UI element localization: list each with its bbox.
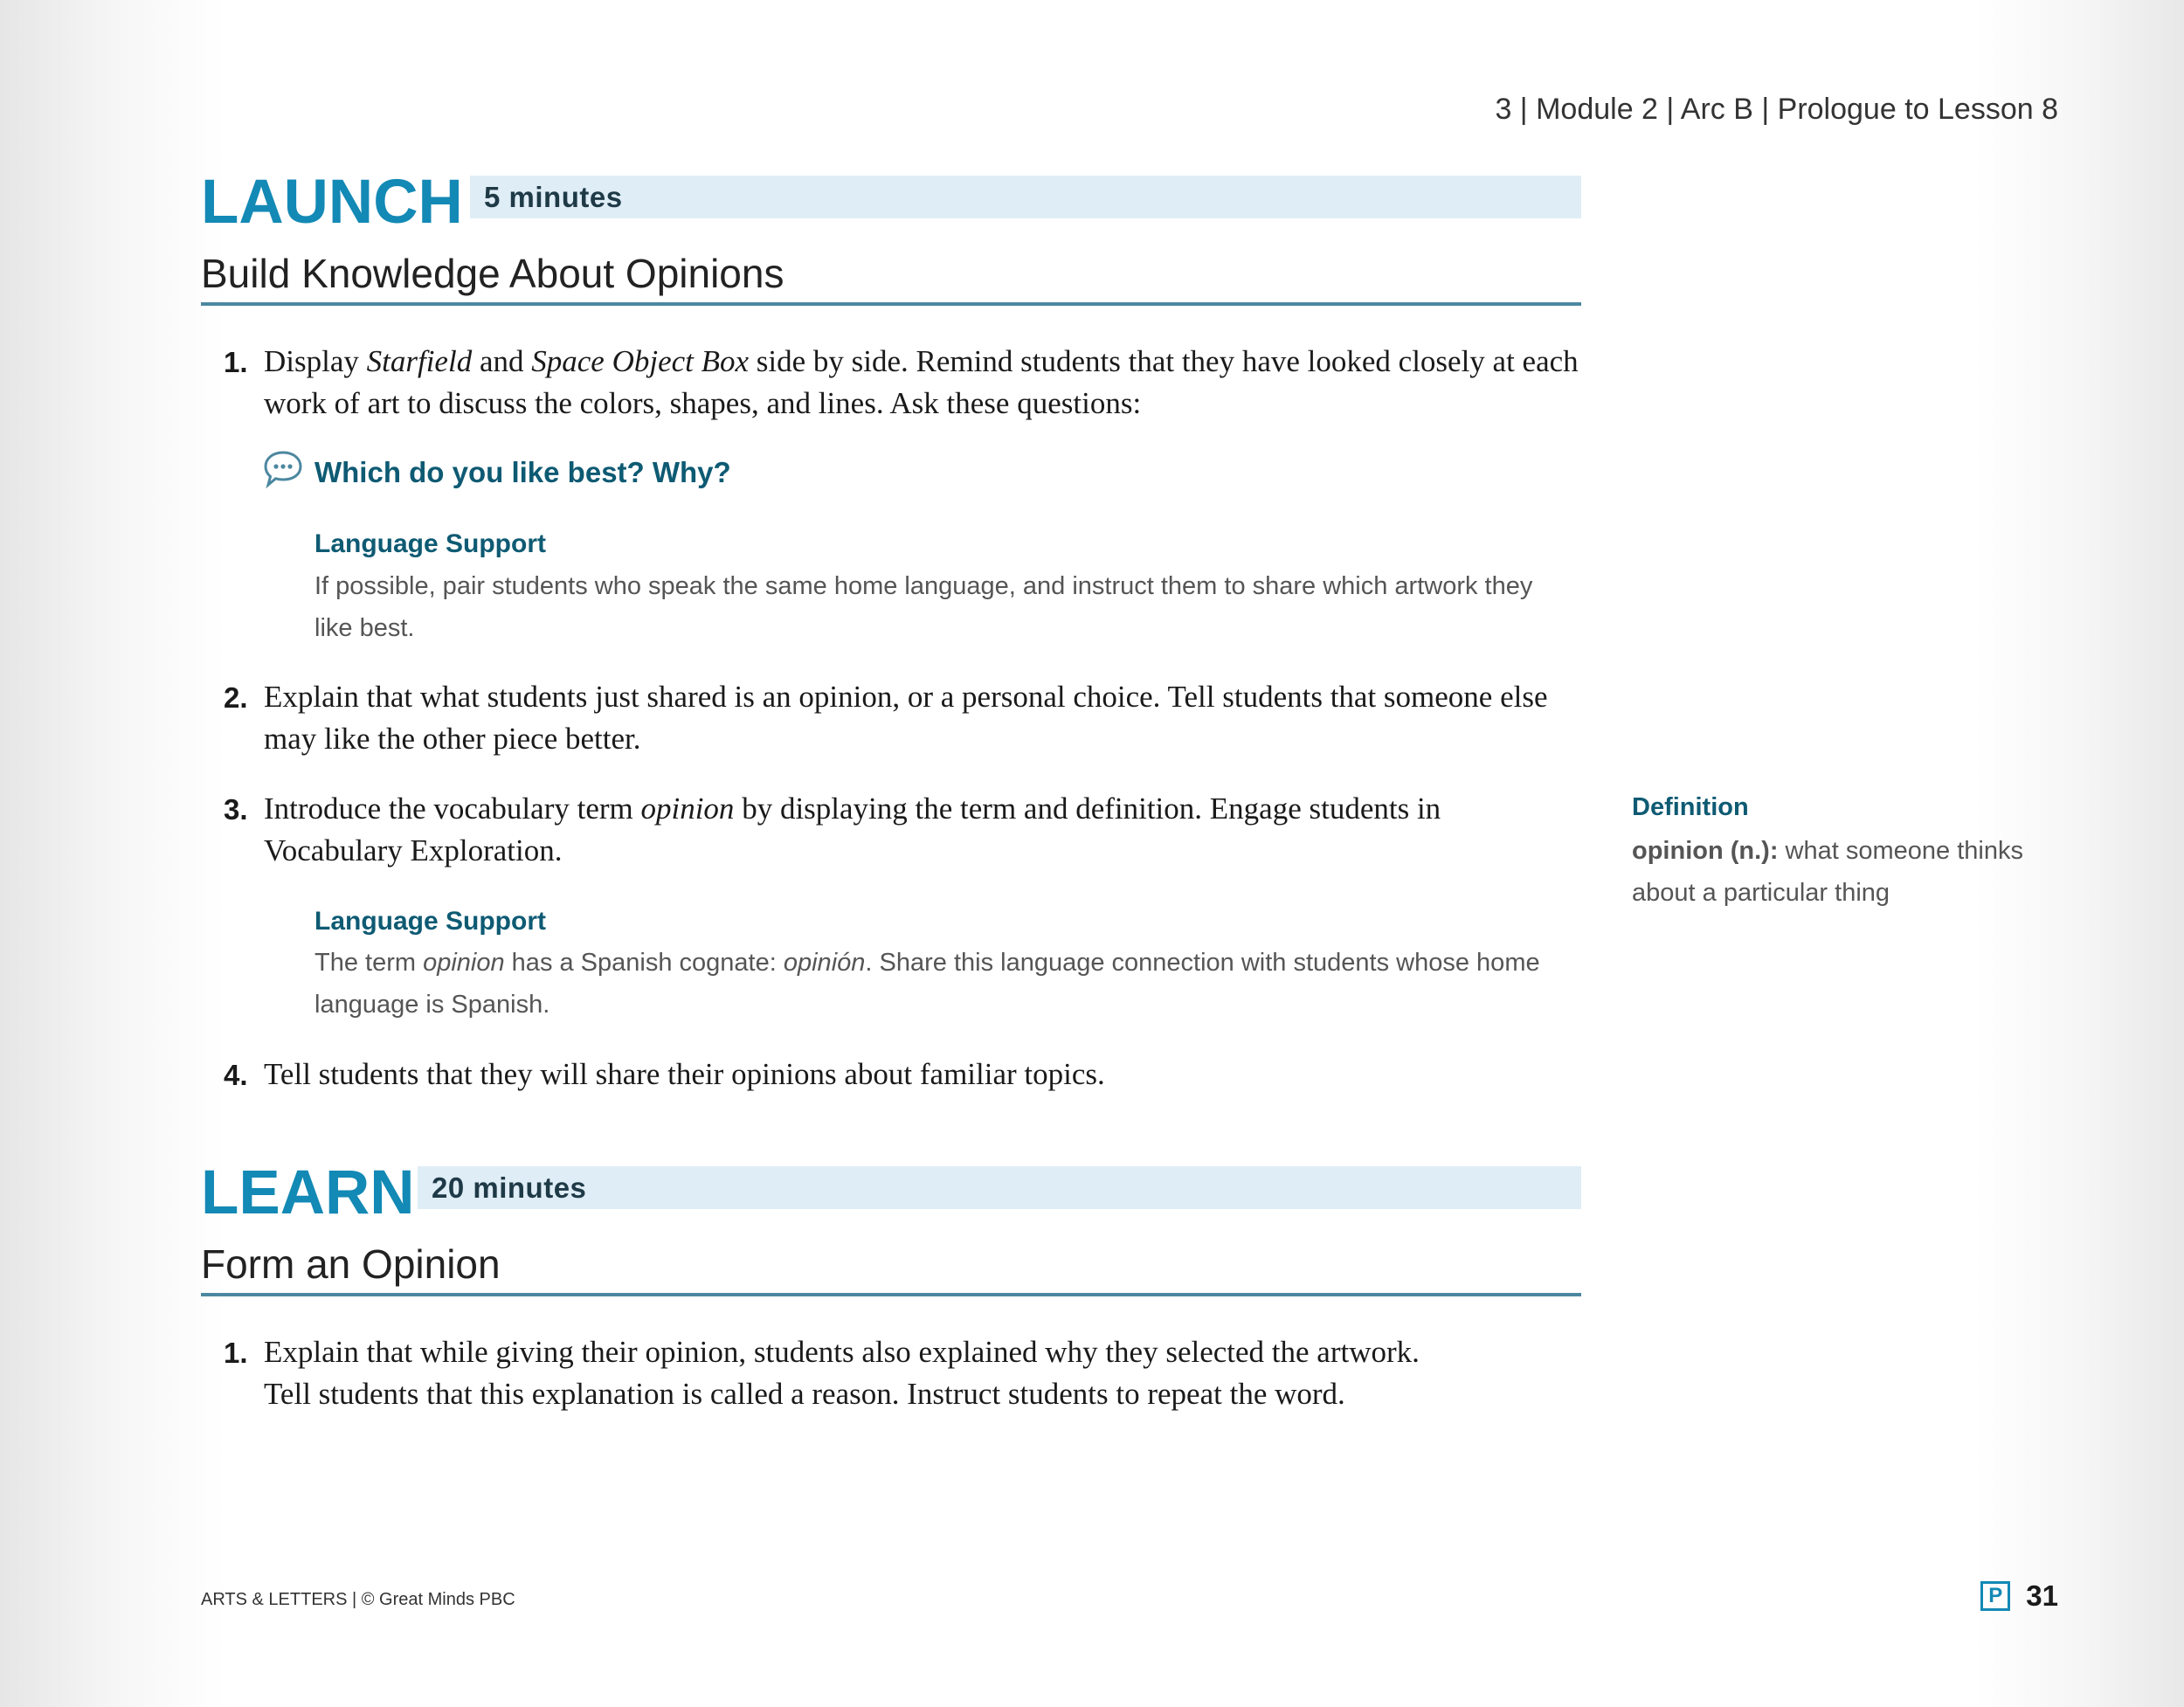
language-support-heading-1: Language Support <box>314 529 546 558</box>
learn-time-bar <box>418 1166 1581 1209</box>
speech-bubble-icon <box>262 449 304 489</box>
learn-title: LEARN <box>201 1158 415 1227</box>
launch-item-2-number: 2. <box>224 681 248 714</box>
launch-time: 5 minutes <box>484 181 623 213</box>
learn-rule <box>201 1293 1581 1296</box>
footer-copyright: ARTS & LETTERS | © Great Minds PBC <box>201 1590 515 1609</box>
learn-time: 20 minutes <box>432 1171 587 1204</box>
footer-page <box>1980 1579 2058 1613</box>
launch-item-2-text: Explain that what students just shared is an opinion, or a personal choice. Tell students that someone else may like the other piece better. <box>264 680 1548 756</box>
launch-item-1-text: Display Starfield and Space Object Box side by side. Remind students that they have looked closely at each work of art to discuss the colors, shapes, and lines. Ask these questions: <box>264 344 1579 420</box>
definition-heading: Definition <box>1632 793 1749 821</box>
language-support-text-2: The term opinion has a Spanish cognate: opinión. Share this language connection with students whose home language is Spanish. <box>314 949 1540 1019</box>
language-support-heading-2: Language Support <box>314 907 546 936</box>
p-badge-icon: P <box>1980 1581 2010 1611</box>
language-support-text-1: If possible, pair students who speak the same home language, and instruct them to share which artwork they like best. <box>314 572 1533 642</box>
learn-subhead: Form an Opinion <box>201 1241 501 1287</box>
launch-subhead: Build Knowledge About Opinions <box>201 251 784 296</box>
launch-item-3-number: 3. <box>224 793 248 826</box>
definition-body <box>1632 830 2086 914</box>
artwork-title-space-object-box: Space Object Box <box>531 344 750 378</box>
definition-term: opinion (n.): <box>1632 837 1779 865</box>
page-number: 31 <box>2026 1579 2058 1612</box>
launch-rule <box>201 302 1581 306</box>
definition-text: what someone thinks about a particular thing <box>1632 837 2023 907</box>
artwork-title-starfield: Starfield <box>366 344 473 378</box>
vocab-term-opinion: opinion <box>640 791 735 826</box>
launch-time-bar <box>470 176 1581 218</box>
discussion-question: Which do you like best? Why? <box>314 456 731 488</box>
running-head: 3 | Module 2 | Arc B | Prologue to Lesson 8 <box>1495 93 2058 126</box>
launch-item-4-text: Tell students that they will share their opinions about familiar topics. <box>264 1057 1105 1091</box>
launch-title: LAUNCH <box>201 168 463 237</box>
learn-item-1-number: 1. <box>224 1337 248 1369</box>
launch-item-1-number: 1. <box>224 346 248 378</box>
launch-item-4-number: 4. <box>224 1059 248 1091</box>
learn-item-1-text: Explain that while giving their opinion, students also explained why they selected the artwork. Tell students that this explanation is called a reason. Instruct students to repeat the word. <box>264 1335 1420 1411</box>
launch-item-3-text: Introduce the vocabulary term opinion by displaying the term and definition. Engage students in Vocabulary Exploration. <box>264 791 1441 867</box>
